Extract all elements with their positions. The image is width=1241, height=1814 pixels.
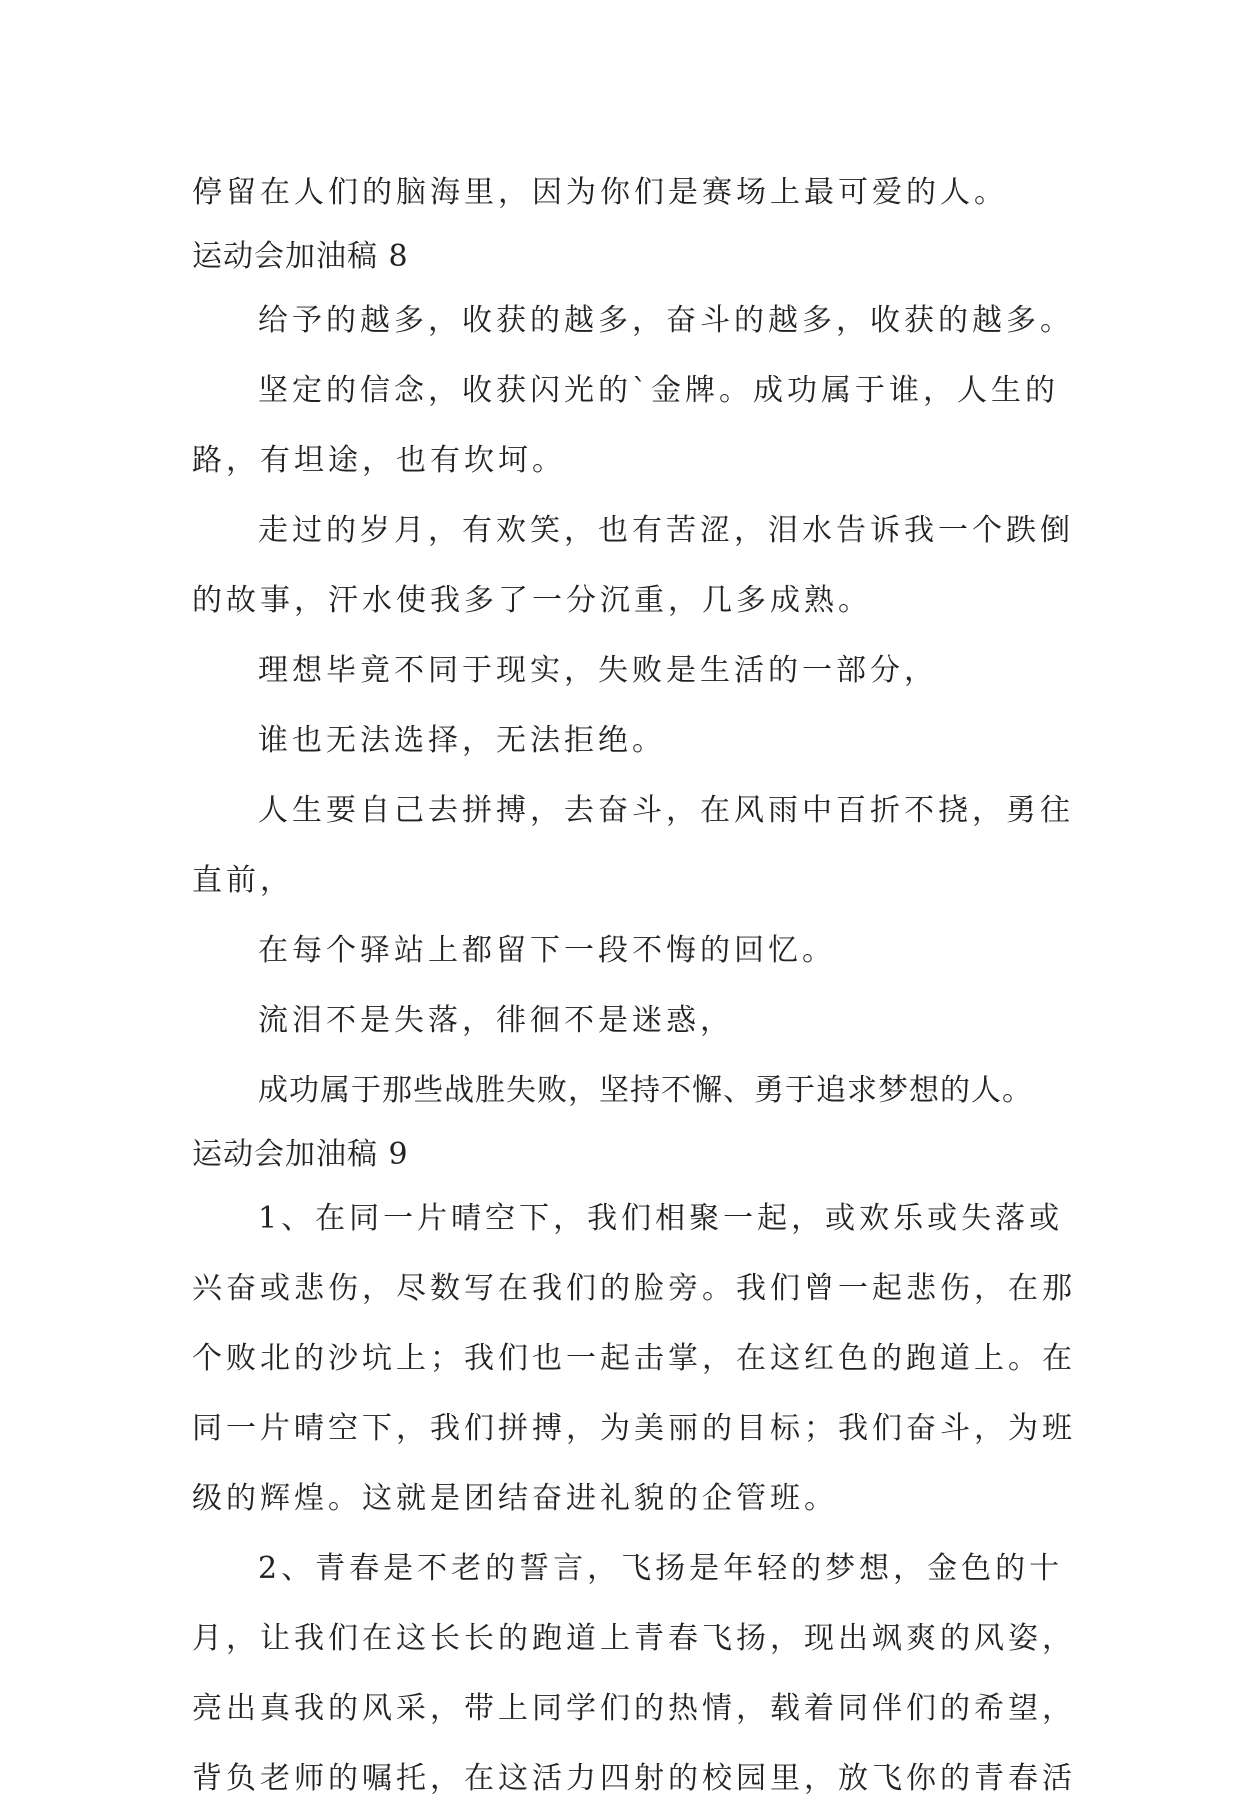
body-line: 同一片晴空下，我们拼搏，为美丽的目标；我们奋斗，为班 (192, 1411, 1076, 1446)
body-line: 坚定的信念，收获闪光的`金牌。成功属于谁，人生的 (258, 373, 1059, 408)
body-line: 成功属于那些战胜失败，坚持不懈、勇于追求梦想的人。 (258, 1073, 1033, 1108)
body-line: 流泪不是失落，徘徊不是迷惑， (258, 1003, 734, 1038)
body-line: 理想毕竟不同于现实，失败是生活的一部分， (258, 653, 938, 688)
body-line: 兴奋或悲伤，尽数写在我们的脸旁。我们曾一起悲伤，在那 (192, 1271, 1076, 1306)
body-line: 走过的岁月，有欢笑，也有苦涩，泪水告诉我一个跌倒 (258, 513, 1074, 548)
body-line: 月，让我们在这长长的跑道上青春飞扬，现出飒爽的风姿， (192, 1621, 1076, 1656)
body-line: 停留在人们的脑海里，因为你们是赛场上最可爱的人。 (192, 175, 1008, 210)
body-line: 亮出真我的风采，带上同学们的热情，载着同伴们的希望， (192, 1691, 1076, 1726)
body-line: 1、在同一片晴空下，我们相聚一起，或欢乐或失落或 (258, 1201, 1064, 1236)
section-heading-8: 运动会加油稿 8 (192, 239, 409, 274)
body-line: 人生要自己去拼搏，去奋斗，在风雨中百折不挠，勇往 (258, 793, 1074, 828)
body-line: 背负老师的嘱托，在这活力四射的校园里，放飞你的青春活 (192, 1761, 1076, 1796)
body-line: 个败北的沙坑上；我们也一起击掌，在这红色的跑道上。在 (192, 1341, 1076, 1376)
body-line: 在每个驿站上都留下一段不悔的回忆。 (258, 933, 836, 968)
body-line: 2、青春是不老的誓言，飞扬是年轻的梦想，金色的十 (258, 1551, 1064, 1586)
body-line: 的故事，汗水使我多了一分沉重，几多成熟。 (192, 583, 872, 618)
body-line: 路，有坦途，也有坎坷。 (192, 443, 566, 478)
body-line: 级的辉煌。这就是团结奋进礼貌的企管班。 (192, 1481, 838, 1516)
section-heading-9: 运动会加油稿 9 (192, 1137, 409, 1172)
body-line: 谁也无法选择，无法拒绝。 (258, 723, 666, 758)
body-line: 给予的越多，收获的越多，奋斗的越多，收获的越多。 (258, 303, 1074, 338)
body-line: 直前， (192, 863, 294, 898)
document-body (192, 158, 1076, 1814)
